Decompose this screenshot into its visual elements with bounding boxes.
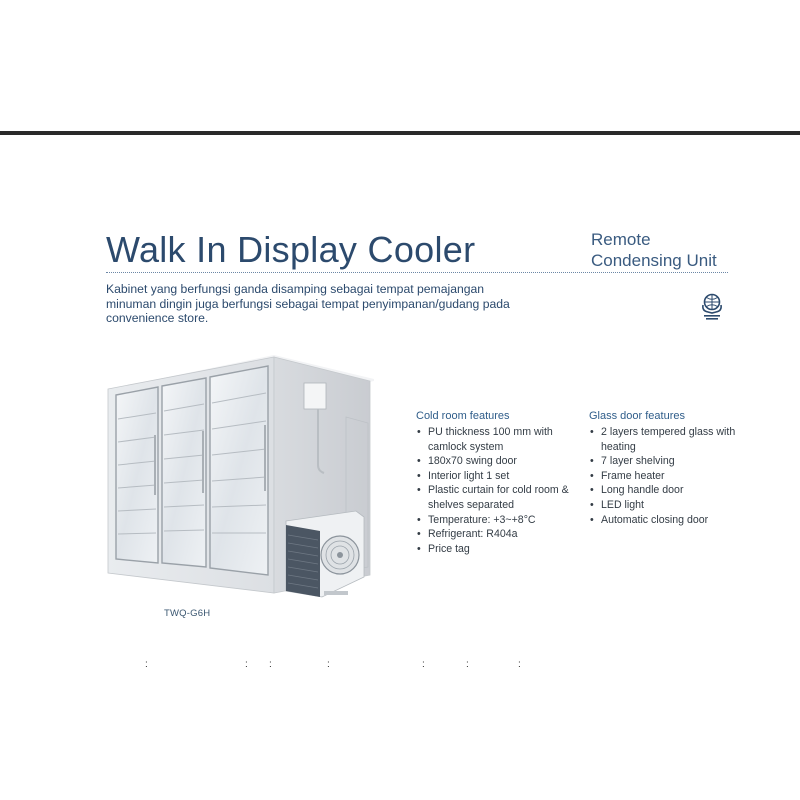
list-item: • Interior light 1 set xyxy=(416,469,586,484)
list-item: • PU thickness 100 mm with camlock system xyxy=(416,425,586,454)
footer-mark: : xyxy=(245,659,248,670)
footer-mark: : xyxy=(145,659,148,670)
top-divider xyxy=(0,131,800,135)
list-item: • Price tag xyxy=(416,542,586,557)
cold-room-heading: Cold room features xyxy=(416,410,510,422)
walk-in-cooler-image xyxy=(106,345,374,600)
list-item: • 2 layers tempered glass with heating xyxy=(589,425,759,454)
list-item: • LED light xyxy=(589,498,759,513)
model-label: TWQ-G6H xyxy=(164,608,211,619)
title-divider xyxy=(106,272,728,273)
list-item: • Long handle door xyxy=(589,483,759,498)
footer-mark: : xyxy=(269,659,272,670)
cold-room-list xyxy=(416,425,586,556)
product-description: Kabinet yang berfungsi ganda disamping sebagai tempat pemajangan minuman dingin juga berfungsi sebagai tempat penyimpanan/gudang pada convenience store. xyxy=(106,282,510,326)
list-item: • 7 layer shelving xyxy=(589,454,759,469)
footer-mark: : xyxy=(327,659,330,670)
footer-marks xyxy=(0,658,800,672)
list-item: • Plastic curtain for cold room & shelves separated xyxy=(416,483,586,512)
page-title: Walk In Display Cooler xyxy=(106,229,476,270)
subtitle-line-1: Remote xyxy=(591,230,651,249)
footer-mark: : xyxy=(518,659,521,670)
glass-door-list xyxy=(589,425,759,527)
glass-door-heading: Glass door features xyxy=(589,410,685,422)
subtitle-line-2: Condensing Unit xyxy=(591,251,717,270)
list-item: • Frame heater xyxy=(589,469,759,484)
list-item: • Automatic closing door xyxy=(589,513,759,528)
footer-mark: : xyxy=(466,659,469,670)
glass-door-features xyxy=(589,409,759,527)
list-item: • 180x70 swing door xyxy=(416,454,586,469)
list-item: • Refrigerant: R404a xyxy=(416,527,586,542)
page-subtitle xyxy=(591,229,751,271)
certification-badge-icon xyxy=(700,292,724,322)
list-item: • Temperature: +3~+8°C xyxy=(416,513,586,528)
footer-mark: : xyxy=(422,659,425,670)
cold-room-features xyxy=(416,409,586,556)
